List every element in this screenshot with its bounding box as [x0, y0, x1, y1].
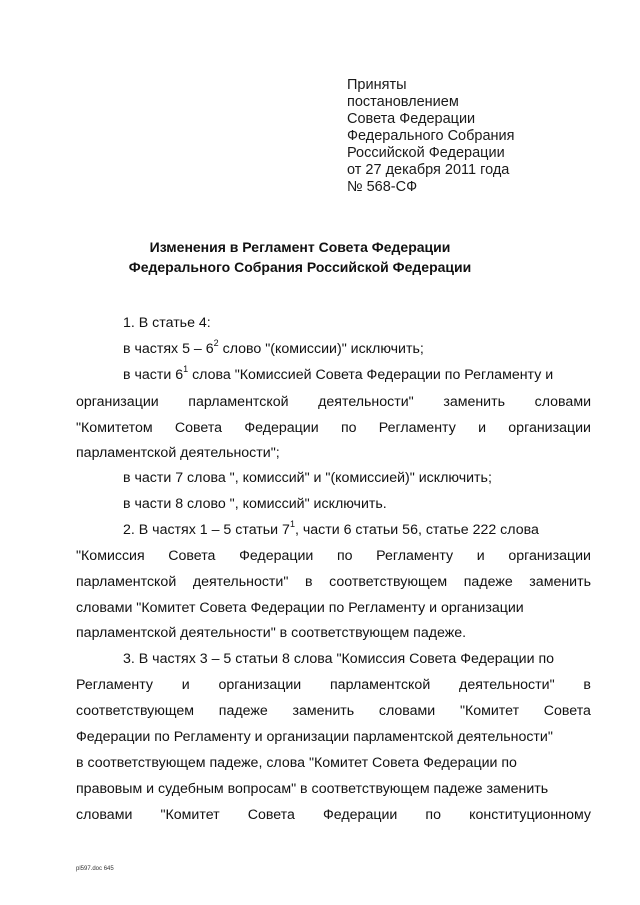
stamp-line: № 568-СФ — [347, 179, 418, 195]
word: Федерации — [244, 420, 319, 436]
paragraph-line: в соответствующем падеже, слова "Комитет Совета Федерации по — [76, 755, 517, 771]
word: Регламенту — [376, 548, 454, 564]
word: заменить — [443, 394, 506, 410]
word: и — [478, 420, 487, 436]
word: организации — [76, 394, 159, 410]
paragraph-line: в части 8 слово ", комиссий" исключить. — [123, 496, 387, 512]
word: Федерации — [239, 548, 314, 564]
word: Совета — [174, 420, 223, 436]
paragraph-line — [76, 418, 591, 438]
word: по — [336, 548, 353, 564]
word: в — [304, 574, 313, 590]
stamp-line: постановлением — [347, 94, 459, 110]
word: деятельности" — [192, 574, 289, 590]
word: "Комитет — [459, 703, 520, 719]
paragraph-line — [76, 546, 591, 566]
adoption-stamp — [347, 77, 597, 196]
word: словами — [534, 394, 591, 410]
paragraph-line — [76, 572, 591, 592]
word: по — [340, 420, 357, 436]
stamp-line: Приняты — [347, 77, 407, 93]
paragraph-line — [76, 520, 591, 540]
text-fragment: 2. В частях 1 – 5 статьи 7 — [123, 522, 290, 538]
word: словами — [378, 703, 436, 719]
word: Совета — [543, 703, 591, 719]
word: и — [181, 677, 190, 693]
document-title-line-2: Федерального Собрания Российской Федерации — [128, 259, 472, 275]
word: "Комитетом — [76, 420, 153, 436]
word: по — [425, 807, 441, 823]
paragraph-line: в части 7 слова ", комиссий" и "(комиссией)" исключить; — [123, 470, 492, 486]
paragraph-line — [76, 701, 591, 721]
word: "Комитет — [160, 807, 220, 823]
stamp-line: от 27 декабря 2011 года — [347, 162, 510, 178]
word: Регламенту — [76, 677, 153, 693]
word: организации — [218, 677, 302, 693]
stamp-line: Российской Федерации — [347, 145, 505, 161]
paragraph-line: парламентской деятельности" в соответствующем падеже. — [76, 625, 467, 641]
word: парламентской — [76, 574, 177, 590]
stamp-line: Федерального Собрания — [347, 128, 515, 144]
word: словами — [76, 807, 133, 823]
superscript: 1 — [289, 519, 295, 530]
word: заменить — [292, 703, 355, 719]
paragraph-line: парламентской деятельности"; — [76, 445, 280, 461]
paragraph-line — [76, 805, 591, 825]
word: парламентской — [188, 394, 289, 410]
paragraph-line: Федерации по Регламенту и организации парламентской деятельности" — [76, 729, 553, 745]
document-title-line-1: Изменения в Регламент Совета Федерации — [149, 239, 451, 255]
superscript: 1 — [183, 364, 189, 375]
word: заменить — [529, 574, 591, 590]
word: падеже — [463, 574, 513, 590]
paragraph-line: 3. В частях 3 – 5 статьи 8 слова "Комиссия Совета Федерации по — [123, 651, 555, 667]
paragraph-line — [76, 392, 591, 412]
word: Совета — [247, 807, 295, 823]
word: и — [476, 548, 485, 564]
word: соответствующем — [329, 574, 448, 590]
text-fragment: , части 6 статьи 56, статье 222 слова — [294, 522, 539, 538]
paragraph-line — [76, 365, 591, 385]
text-fragment: слова "Комиссией Совета Федерации по Регламенту и — [188, 367, 554, 383]
word: соответствующем — [76, 703, 195, 719]
word: организации — [508, 420, 591, 436]
word: парламентской — [330, 677, 431, 693]
text-fragment: в частях 5 – 6 — [123, 341, 214, 357]
paragraph-line: словами "Комитет Совета Федерации по Регламенту и организации — [76, 600, 524, 616]
word: деятельности" — [459, 677, 555, 693]
word: организации — [508, 548, 591, 564]
word: в — [583, 677, 591, 693]
paragraph-line — [76, 675, 591, 695]
word: Федерации — [323, 807, 398, 823]
superscript: 2 — [213, 338, 219, 349]
word: Регламенту — [378, 420, 456, 436]
word: деятельности" — [318, 394, 414, 410]
stamp-line: Совета Федерации — [347, 111, 476, 127]
paragraph-line — [76, 339, 591, 359]
paragraph-line: правовым и судебным вопросам" в соответствующем падеже заменить — [76, 781, 549, 797]
word: Совета — [168, 548, 216, 564]
word: "Комиссия — [76, 548, 145, 564]
text-fragment: в части 6 — [123, 367, 184, 383]
text-fragment: слово "(комиссии)" исключить; — [218, 341, 424, 357]
word: конституционному — [469, 807, 591, 823]
word: падеже — [218, 703, 268, 719]
paragraph-line: 1. В статье 4: — [123, 315, 211, 331]
file-reference-footer: pl597.doc 645 — [76, 866, 114, 872]
